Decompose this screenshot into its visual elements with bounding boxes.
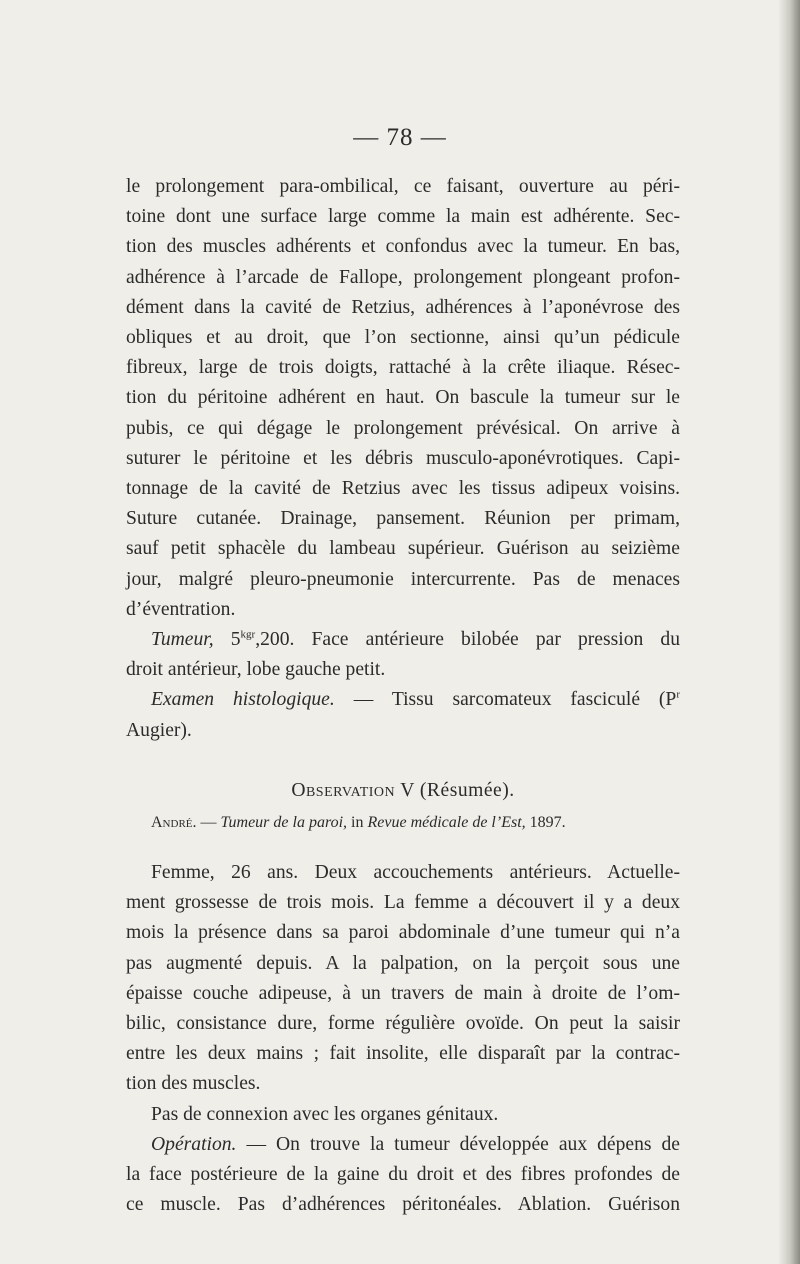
observation-title: Observation [291, 779, 396, 801]
operation-label: Opération. [151, 1133, 237, 1155]
tumeur-weight-decimal: ,200. [255, 629, 295, 651]
text-line: le prolongement para-ombilical, ce faisant, ouverture au péri- [126, 176, 680, 197]
text-line: Femme, 26 ans. Deux accouchements antérieurs. Actuelle- [151, 862, 680, 884]
text-line: la face postérieure de la gaine du droit et des fibres profondes de [126, 1164, 680, 1186]
observation-number: V (Résumée). [400, 779, 515, 801]
page-body [126, 172, 680, 1221]
text-line: droit antérieur, lobe gauche petit. [126, 659, 386, 681]
journal-title: Revue médicale de l’Est, [367, 814, 526, 832]
text-line: adhérence à l’arcade de Fallope, prolongement plongeant profon- [126, 266, 680, 288]
tumeur-line [126, 625, 680, 655]
tumeur-weight-unit: kgr [240, 628, 256, 641]
examen-label: Examen histologique. [151, 689, 335, 711]
text-line: dément dans la cavité de Retzius, adhérences à l’aponévrose des [126, 296, 680, 318]
text-line: ment grossesse de trois mois. La femme a découvert il y a deux [126, 892, 680, 914]
text-line: obliques et au droit, que l’on sectionne, ainsi qu’un pédicule [126, 327, 680, 349]
operation-line [126, 1130, 680, 1160]
page-number: — 78 — [353, 124, 447, 151]
text-line: Augier). [126, 719, 192, 741]
text-line: ce muscle. Pas d’adhérences péritonéales. Ablation. Guérison [126, 1194, 680, 1216]
spacer [126, 838, 680, 858]
text-line: épaisse couche adipeuse, à un travers de main à droite de l’om- [126, 982, 680, 1004]
text-line: tonnage de la cavité de Retzius avec les tissus adipeux voisins. [126, 478, 680, 500]
examen-description: — Tissu sarcomateux fasciculé (P [353, 689, 677, 711]
text-line: Pas de connexion avec les organes génitaux. [151, 1103, 499, 1125]
text-line: bilic, consistance dure, forme régulière ovoïde. On peut la saisir [126, 1013, 680, 1035]
text-line: toine dont une surface large comme la main est adhérente. Sec- [126, 206, 680, 228]
text-line: Suture cutanée. Drainage, pansement. Réunion per primam, [126, 508, 680, 530]
observation-heading [126, 776, 680, 806]
text-line: fibreux, large de trois doigts, rattaché à la crête iliaque. Résec- [126, 357, 680, 379]
bibliographic-reference [126, 808, 680, 838]
author: André. [151, 814, 197, 832]
text-line: pubis, ce qui dégage le prolongement prévésical. On arrive à [126, 417, 680, 439]
text-line: jour, malgré pleuro-pneumonie intercurrente. Pas de menaces [126, 568, 680, 590]
publication-year: 1897. [529, 814, 566, 832]
reference-dash: — [200, 814, 217, 832]
text-line: tion des muscles adhérents et confondus avec la tumeur. En bas, [126, 236, 680, 258]
examen-line [126, 685, 680, 715]
reference-in: in [351, 814, 364, 832]
text-line: tion du péritoine adhérent en haut. On bascule la tumeur sur le [126, 387, 680, 409]
text-line: pas augmenté depuis. A la palpation, on la perçoit sous une [126, 952, 680, 974]
text-line: entre les deux mains ; fait insolite, elle disparaît par la contrac- [126, 1043, 680, 1065]
examen-superscript: r [676, 688, 680, 701]
tumeur-label: Tumeur, [151, 629, 214, 651]
tumeur-description: Face antérieure bilobée par pression du [311, 629, 680, 651]
article-title: Tumeur de la paroi, [220, 814, 348, 832]
tumeur-weight: 5 [230, 629, 241, 651]
text-line: mois la présence dans sa paroi abdominale d’une tumeur qui n’a [126, 922, 680, 944]
page-edge-shadow [778, 0, 800, 1264]
operation-description: — On trouve la tumeur développée aux dépens de [246, 1133, 680, 1155]
text-line: sauf petit sphacèle du lambeau supérieur. Guérison au seizième [126, 538, 680, 560]
text-line: suturer le péritoine et les débris musculo-aponévrotiques. Capi- [126, 447, 680, 469]
text-line: d’éventration. [126, 598, 236, 620]
text-line: tion des muscles. [126, 1073, 261, 1095]
